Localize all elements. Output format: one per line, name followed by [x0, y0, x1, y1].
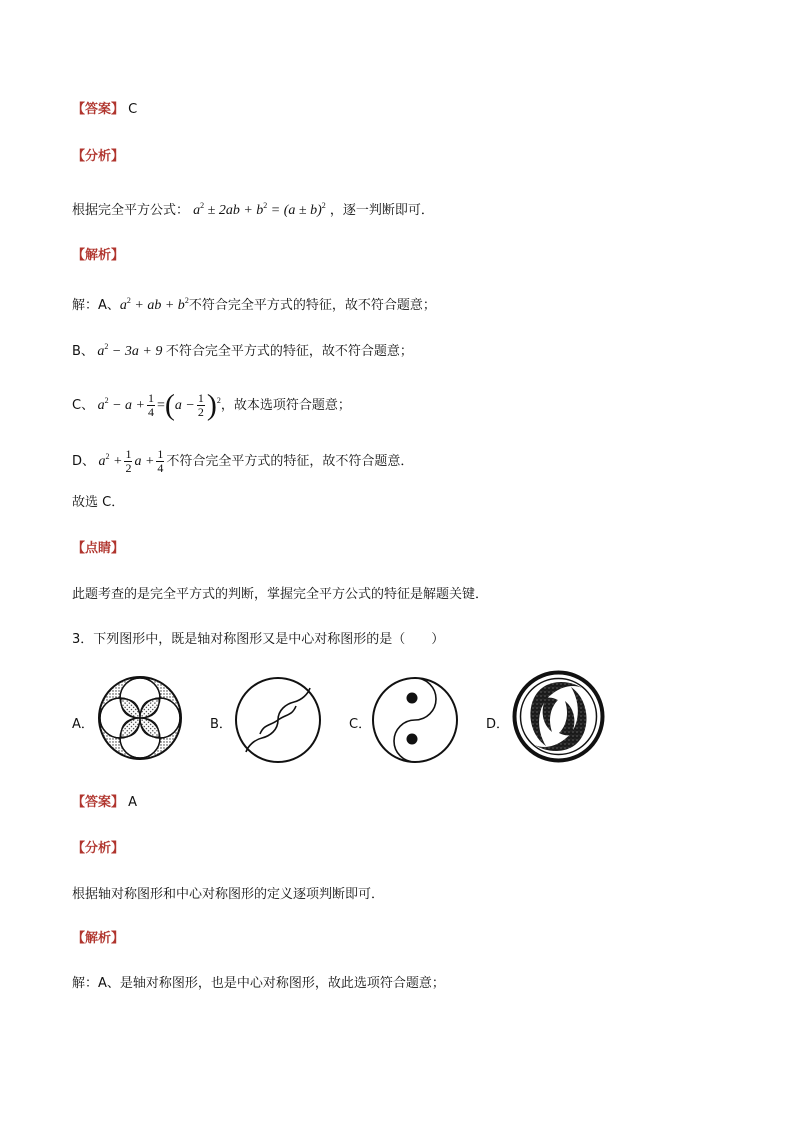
q2-explain-tag: 【解析】 — [72, 248, 125, 263]
q2-analysis-line — [72, 197, 434, 220]
q2-line-b — [72, 338, 413, 361]
q3-question: 3．下列图形中，既是轴对称图形又是中心对称图形的是（ ） — [72, 632, 445, 647]
crescent-emblem-circle-figure — [512, 670, 605, 763]
q3-analysis-tag: 【分析】 — [72, 841, 125, 856]
fraction-one-half: $\frac{1}{2}$ — [197, 391, 204, 419]
q2-comment-tag: 【点睛】 — [72, 541, 125, 556]
q2-line-a-post: 不符合完全平方式的特征，故不符合题意； — [188, 298, 436, 313]
q2-expr-c: $a^2 - a$ + — [94, 396, 145, 413]
q2-conclusion: 故选 C． — [72, 495, 125, 510]
q2-line-c: C、 $a^2 - a$ + $\frac{1}{4}$ =(a − $\frac{1}{2}$ )$^2$，故本选项符合题意； — [72, 388, 351, 422]
q2-line-c-post: ，故本选项符合题意； — [220, 398, 351, 413]
q3-analysis-text: 根据轴对称图形和中心对称图形的定义逐项判断即可． — [72, 887, 385, 902]
q3-option-d-label: D． — [486, 717, 510, 732]
q2-analysis-text-post: ，逐一判断即可． — [329, 203, 434, 218]
q2-analysis-text-pre: 根据完全平方公式： — [72, 203, 190, 218]
q2-comment-text: 此题考查的是完全平方式的判断，掌握完全平方公式的特征是解题关键． — [72, 587, 489, 602]
two-swirl-circle-figure — [234, 676, 322, 764]
q2-answer-tag: 【答案】 — [72, 102, 125, 117]
q2-expr-a: $a^2$ + ab + $b^2$ — [119, 296, 189, 313]
q2-line-d: D、 $a^2$ + $\frac{1}{2}$ a + $\frac{1}{4}$ 不符合完全平方式的特征，故不符合题意． — [72, 447, 414, 475]
q3-option-a-label: A． — [72, 717, 94, 732]
q3-option-c-label: C． — [349, 717, 372, 732]
q2-analysis-tag: 【分析】 — [72, 149, 125, 164]
q2-line-a-pre: 解：A、 — [72, 298, 120, 313]
q2-analysis-formula: $a^2 \pm 2ab + b^2 = (a \pm b)^2$ — [193, 201, 326, 218]
q3-answer-line — [72, 794, 137, 812]
q2-line-d-pre: D、 — [72, 454, 96, 469]
q2-line-c-pre: C、 — [72, 398, 95, 413]
four-petal-circle-figure — [97, 675, 183, 761]
q3-answer-value: A — [128, 795, 138, 810]
q2-line-b-post: 不符合完全平方式的特征，故不符合题意； — [165, 344, 413, 359]
fraction-one-half: $\frac{1}{2}$ — [125, 447, 132, 475]
q2-line-b-pre: B、 — [72, 344, 94, 359]
q2-expr-d: $a^2$ + — [95, 452, 123, 469]
q2-answer-line — [72, 101, 137, 119]
yin-yang-circle-figure — [371, 676, 459, 764]
fraction-one-quarter: $\frac{1}{4}$ — [157, 447, 164, 475]
q2-line-a — [72, 292, 436, 315]
q3-explain-a: 解：A、是轴对称图形，也是中心对称图形，故此选项符合题意； — [72, 976, 445, 991]
q3-option-b-label: B． — [210, 717, 232, 732]
q2-expr-b: $a^2 - 3a + 9$ — [93, 342, 166, 359]
q3-explain-tag: 【解析】 — [72, 931, 125, 946]
q3-answer-tag: 【答案】 — [72, 795, 125, 810]
q2-answer-value: C — [128, 102, 138, 117]
fraction-one-quarter: $\frac{1}{4}$ — [147, 391, 154, 419]
q2-line-d-post: 不符合完全平方式的特征，故不符合题意． — [166, 454, 414, 469]
